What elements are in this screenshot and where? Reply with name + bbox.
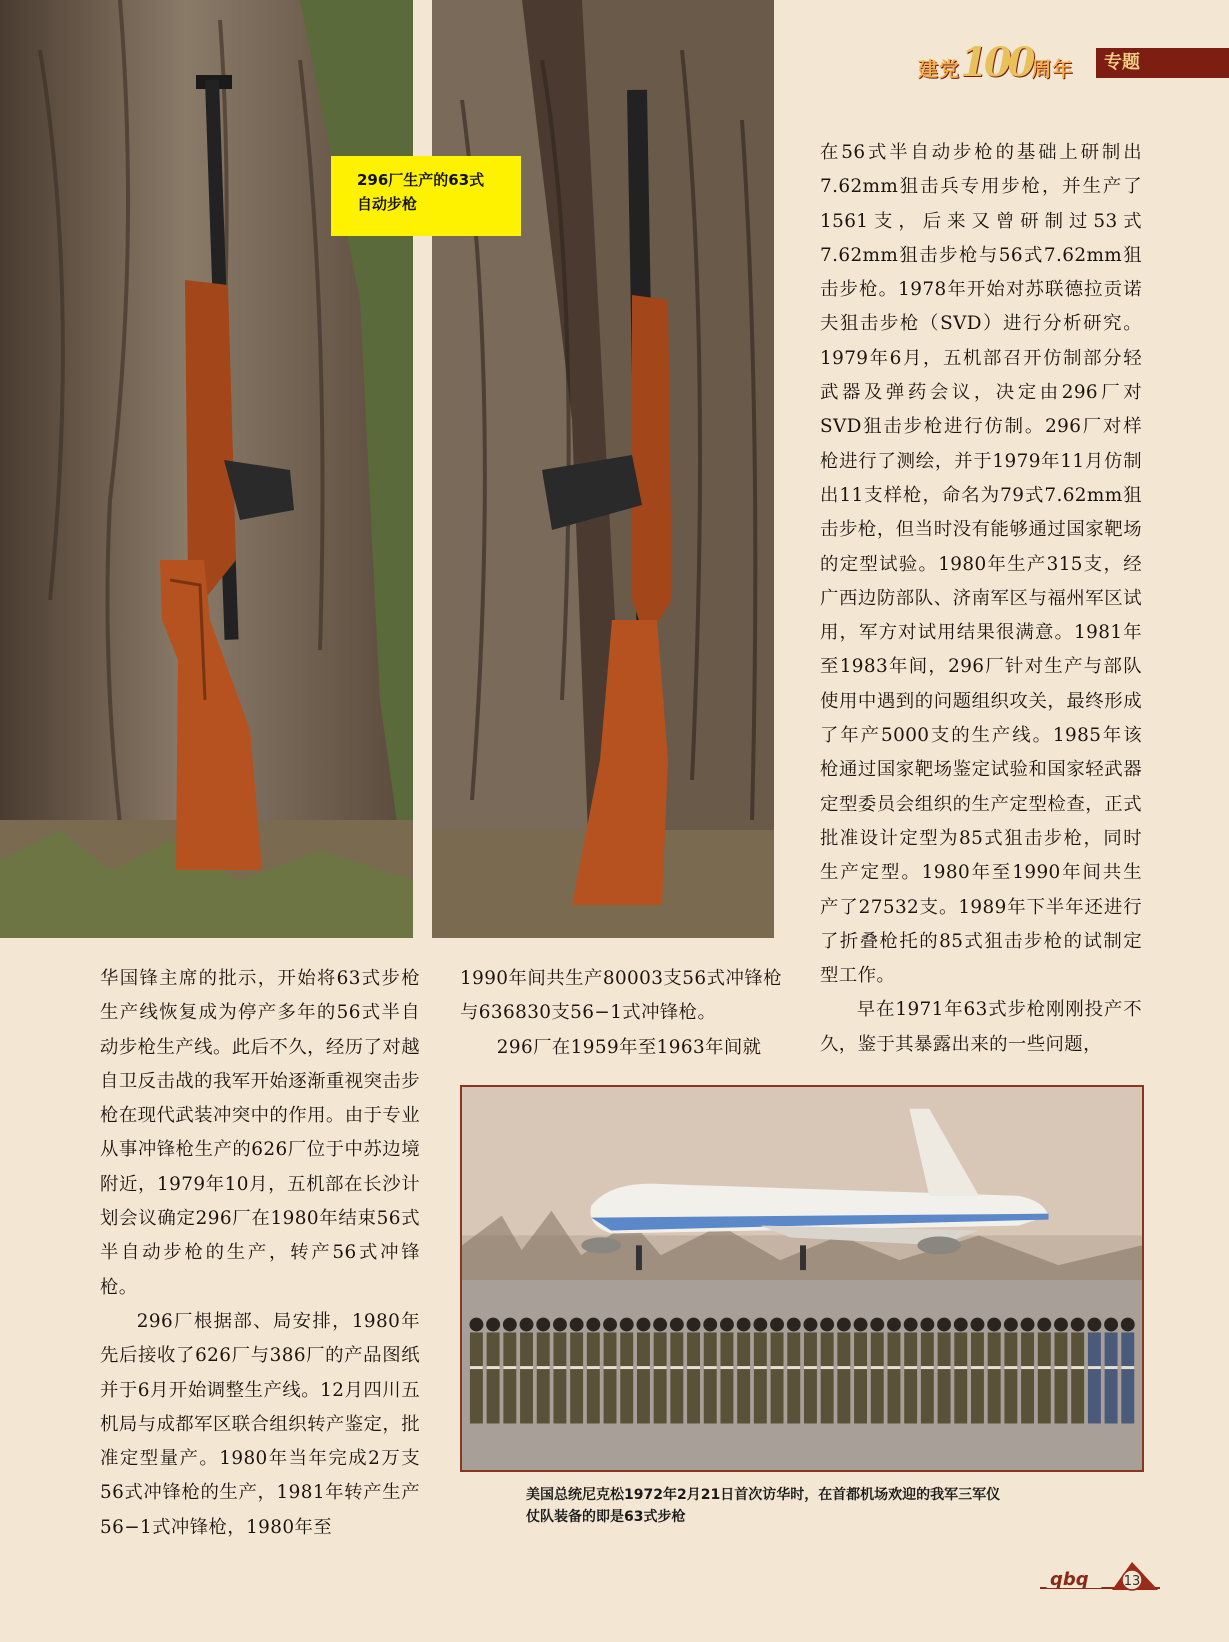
anniversary-logo: [918, 39, 1074, 86]
callout-line-2: 自动步枪: [357, 195, 418, 213]
logo-number: 100: [960, 39, 1032, 86]
paragraph: 早在1971年63式步枪刚刚投产不久，鉴于其暴露出来的一些问题，: [820, 999, 1142, 1055]
section-tag: 专题: [1096, 48, 1229, 78]
logo-prefix: 建党: [918, 57, 960, 81]
page-badge: [1040, 1558, 1160, 1594]
rifle-photo-right: [432, 0, 774, 938]
photo-caption: [526, 1484, 1086, 1528]
caption-line-2: 仗队装备的即是63式步枪: [526, 1509, 686, 1525]
page-number: 13: [1123, 1574, 1141, 1589]
rifle-photo-left: [0, 0, 413, 938]
airport-honor-guard-photo: [460, 1085, 1144, 1472]
paragraph: 华国锋主席的批示，开始将63式步枪生产线恢复成为停产多年的56式半自动步枪生产线。此后不久，经历了对越自卫反击战的我军开始逐渐重视突击步枪在现代武装冲突中的作用。由于专业从事冲锋枪生产的626厂位于中苏边境附近，1979年10月，五机部在长沙计划会议确定296厂在1980年结束56式半自动步枪的生产，转产56式冲锋枪。: [100, 968, 420, 1298]
paragraph: 1990年间共生产80003支56式冲锋枪与636830支56−1式冲锋枪。: [460, 968, 782, 1024]
logo-suffix: 周年: [1031, 57, 1074, 81]
brand-logo: qbq: [1050, 1569, 1089, 1590]
paragraph: 296厂在1959年至1963年间就: [496, 1036, 762, 1058]
text-column-middle: [460, 962, 782, 1065]
callout-line-1: 296厂生产的63式: [357, 171, 485, 189]
text-column-right: [820, 136, 1142, 1062]
paragraph: 296厂根据部、局安排，1980年先后接收了626厂与386厂的产品图纸并于6月开始调整生产线。12月四川五机局与成都军区联合组织转产鉴定，批准定型量产。1980年当年完成2万支56式冲锋枪的生产，1981年转产生产56−1式冲锋枪，1980年至: [100, 1310, 420, 1538]
paragraph: 在56式半自动步枪的基础上研制出7.62mm狙击兵专用步枪，并生产了1561支，后来又曾研制过53式7.62mm狙击步枪与56式7.62mm狙击步枪。1978年开始对苏联德拉贡诺夫狙击步枪（SVD）进行分析研究。1979年6月，五机部召开仿制部分轻武器及弹药会议，决定由296厂对SVD狙击步枪进行仿制。296厂对样枪进行了测绘，并于1979年11月仿制出11支样枪，命名为79式7.62mm狙击步枪，但当时没有能够通过国家靶场的定型试验。1980年生产315支，经广西边防部队、济南军区与福州军区试用，军方对试用结果很满意。1981年至1983年间，296厂针对生产与部队使用中遇到的问题组织攻关，最终形成了年产5000支的生产线。1985年该枪通过国家靶场鉴定试验和国家轻武器定型委员会组织的生产定型检查，正式批准设计定型为85式狙击步枪，同时生产定型。1980年至1990年间共生产了27532支。1989年下半年还进行了折叠枪托的85式狙击步枪的试制定型工作。: [820, 142, 1142, 987]
photo-callout: [331, 156, 521, 236]
text-column-left: [100, 962, 420, 1545]
caption-line-1: 美国总统尼克松1972年2月21日首次访华时，在首都机场欢迎的我军三军仪: [526, 1487, 1001, 1503]
